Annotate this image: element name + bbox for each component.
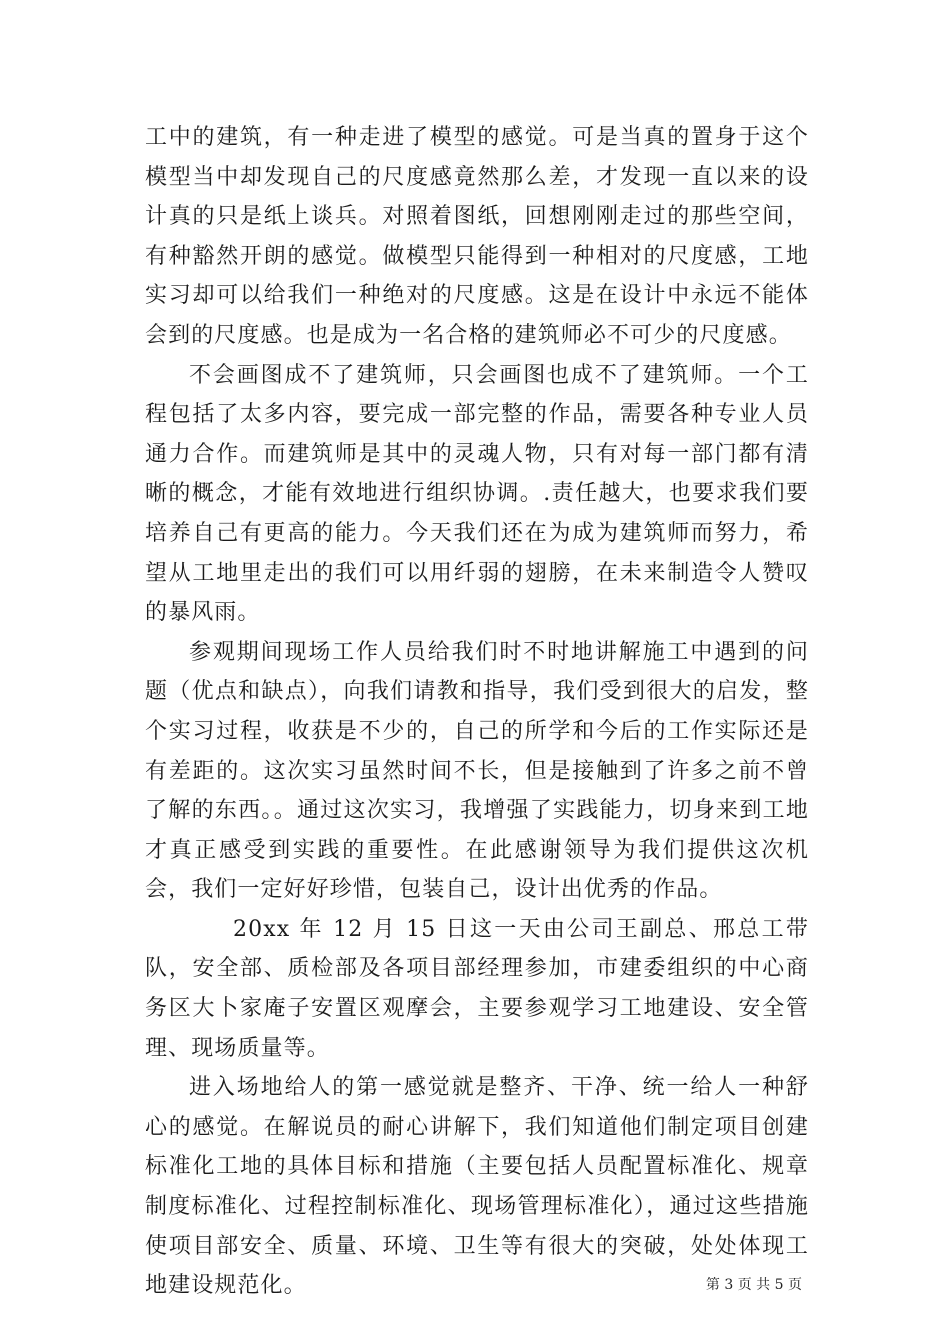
paragraph-visit-reflection: 参观期间现场工作人员给我们时不时地讲解施工中遇到的问题（优点和缺点），向我们请教和指导，我们受到很大的启发，整个实习过程，收获是不少的，自己的所学和今后的工作实际还是有差距的。这次实习虽然时间不长，但是接触到了许多之前不曾了解的东西。。通过这次实习，我增强了实践能力，切身来到工地才真正感受到实践的重要性。在此感谢领导为我们提供这次机会，我们一定好好珍惜，包装自己，设计出优秀的作品。: [145, 639, 809, 903]
document-body: [145, 118, 809, 1306]
page-number: 第 3 页 共 5 页: [705, 1277, 802, 1293]
paragraph-architect: 不会画图成不了建筑师，只会画图也成不了建筑师。一个工程包括了太多内容，要完成一部完整的作品，需要各种专业人员通力合作。而建筑师是其中的灵魂人物，只有对每一部门都有清晰的概念，才能有效地进行组织协调。.责任越大，也要求我们要培养自己有更高的能力。今天我们还在为成为建筑师而努力，希望从工地里走出的我们可以用纤弱的翅膀，在未来制造令人赞叹的暴风雨。: [145, 362, 809, 626]
paragraph-site-impression: 进入场地给人的第一感觉就是整齐、干净、统一给人一种舒心的感觉。在解说员的耐心讲解下，我们知道他们制定项目创建标准化工地的具体目标和措施（主要包括人员配置标准化、规章制度标准化、过程控制标准化、现场管理标准化），通过这些措施使项目部安全、质量、环境、卫生等有很大的突破，处处体现工地建设规范化。: [145, 1075, 809, 1299]
paragraph-continued: 工中的建筑，有一种走进了模型的感觉。可是当真的置身于这个模型当中却发现自己的尺度感竟然那么差，才发现一直以来的设计真的只是纸上谈兵。对照着图纸，回想刚刚走过的那些空间，有种豁然开朗的感觉。做模型只能得到一种相对的尺度感，工地实习却可以给我们一种绝对的尺度感。这是在设计中永远不能体会到的尺度感。也是成为一名合格的建筑师必不可少的尺度感。: [145, 125, 809, 348]
paragraph-inspection-date: 20xx 年 12 月 15 日这一天由公司王副总、邢总工带队，安全部、质检部及各项目部经理参加，市建委组织的中心商务区大卜家庵子安置区观摩会，主要参观学习工地建设、安全管理、现场质量等。: [145, 916, 809, 1061]
